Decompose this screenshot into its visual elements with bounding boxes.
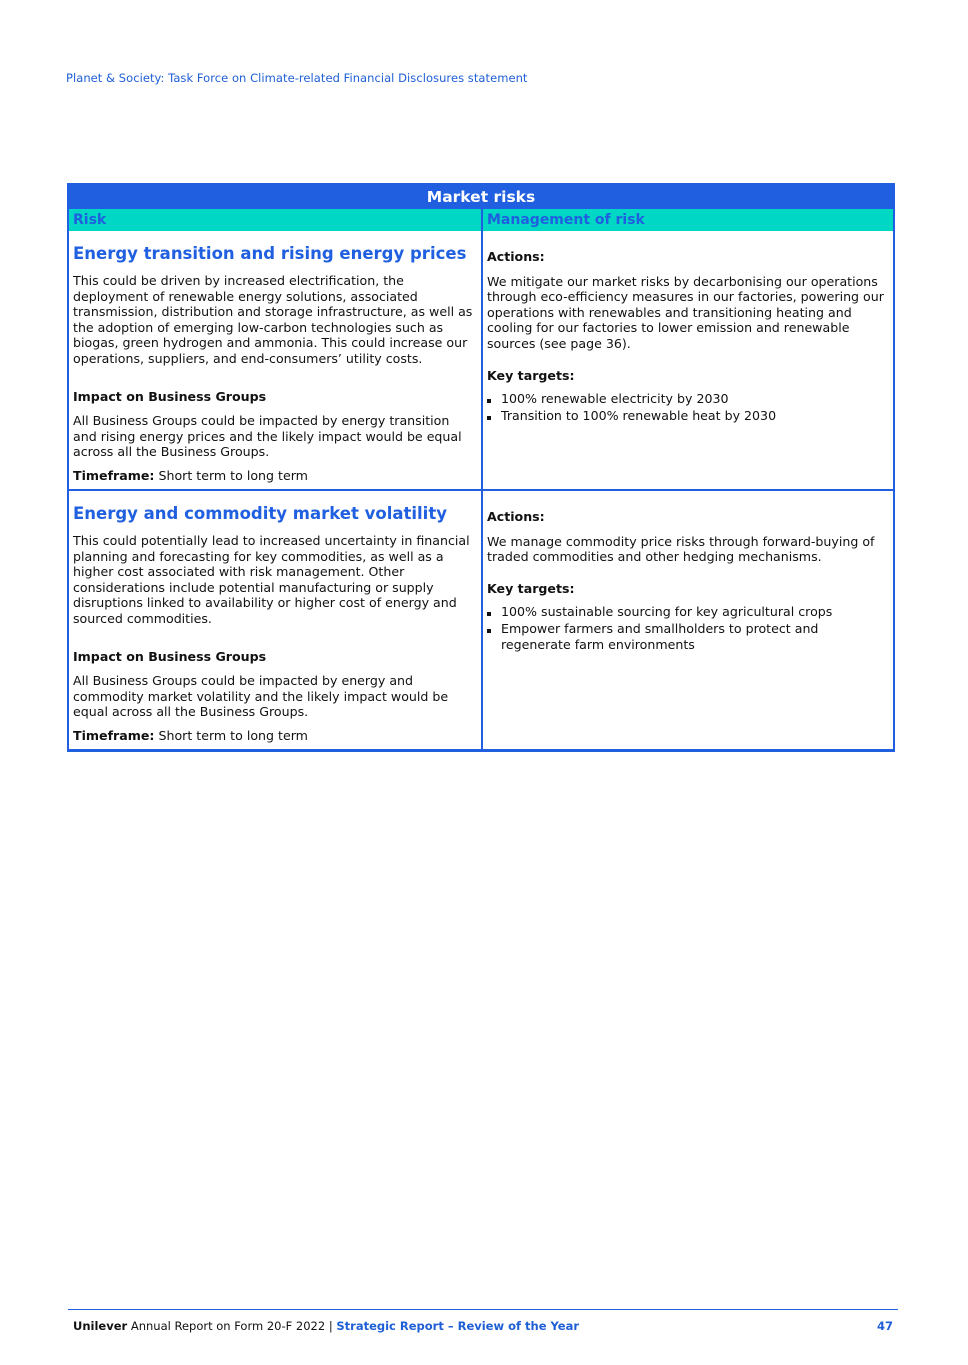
actions-text: We manage commodity price risks through forward-buying of traded commodities and other hedging mechanisms.: [487, 533, 875, 565]
key-targets-label: Key targets:: [487, 367, 575, 383]
actions-label: Actions:: [487, 249, 545, 264]
table-title: Market risks: [69, 185, 893, 209]
bullet-icon: [487, 612, 491, 616]
timeframe-value: Short term to long term: [154, 727, 308, 743]
list-item: [487, 604, 889, 620]
key-targets-list: [487, 604, 889, 652]
list-item: [487, 621, 889, 652]
bullet-icon: [487, 399, 491, 403]
column-header-risk: Risk: [73, 212, 107, 228]
impact-heading: Impact on Business Groups: [73, 648, 267, 664]
actions-label: Actions:: [487, 509, 545, 524]
risk-description: This could be driven by increased electrification, the deployment of renewable energy solutions, associated transmission, distribution and storage infrastructure, as well as the adoption of emerging low-carbon technologies such as biogas, green hydrogen and ammonia. This could increase our operations, suppliers, and end-consumers’ utility costs.: [73, 273, 473, 366]
target-text: Transition to 100% renewable heat by 2030: [501, 408, 777, 424]
footer-report: Annual Report on Form 20-F 2022 |: [127, 1319, 337, 1333]
footer-divider: [68, 1309, 898, 1310]
risk-row-commodity-volatility: [69, 489, 893, 749]
timeframe: [73, 728, 477, 744]
footer-company: Unilever: [73, 1319, 128, 1333]
target-text: Empower farmers and smallholders to protect and regenerate farm environments: [501, 621, 819, 653]
section-label: Planet & Society: Task Force on Climate-related Financial Disclosures statement: [66, 71, 528, 85]
risk-cell: [69, 491, 481, 749]
footer: [73, 1319, 579, 1333]
market-risks-table: [67, 183, 895, 752]
timeframe-label: Timeframe:: [73, 467, 155, 483]
risk-heading: Energy transition and rising energy prices: [73, 244, 467, 263]
column-headers: [69, 209, 893, 231]
management-cell: [481, 231, 893, 489]
timeframe-label: Timeframe:: [73, 727, 155, 743]
bullet-icon: [487, 416, 491, 420]
risk-heading: Energy and commodity market volatility: [73, 504, 447, 523]
list-item: [487, 391, 889, 407]
page-number: 47: [876, 1319, 893, 1333]
risk-description: This could potentially lead to increased uncertainty in financial planning and forecasting for key commodities, as well as a higher cost associated with risk management. Other considerations include potential manufacturing or supply disruptions linked to availability or higher cost of energy and sourced commodities.: [73, 533, 470, 626]
impact-heading: Impact on Business Groups: [73, 388, 267, 404]
risk-cell: [69, 231, 481, 489]
target-text: 100% sustainable sourcing for key agricultural crops: [501, 604, 833, 620]
impact-text: All Business Groups could be impacted by energy transition and rising energy prices and the likely impact would be equal across all the Business Groups.: [73, 413, 462, 460]
key-targets-list: [487, 391, 889, 424]
target-text: 100% renewable electricity by 2030: [501, 391, 729, 407]
management-cell: [481, 491, 893, 749]
timeframe-value: Short term to long term: [154, 467, 308, 483]
timeframe: [73, 468, 477, 484]
actions-text: We mitigate our market risks by decarbonising our operations through eco-efficiency measures in our factories, powering our operations with renewables and transitioning heating and cooling for our factories to lower emission and renewable sources (see page 36).: [487, 273, 884, 351]
column-header-management: Management of risk: [481, 209, 893, 231]
impact-text: All Business Groups could be impacted by energy and commodity market volatility and the likely impact would be equal across all the Business Groups.: [73, 673, 449, 720]
key-targets-label: Key targets:: [487, 580, 575, 596]
footer-section-link[interactable]: Strategic Report – Review of the Year: [336, 1319, 580, 1333]
bullet-icon: [487, 629, 491, 633]
list-item: [487, 408, 889, 424]
risk-row-energy-transition: [69, 231, 893, 489]
